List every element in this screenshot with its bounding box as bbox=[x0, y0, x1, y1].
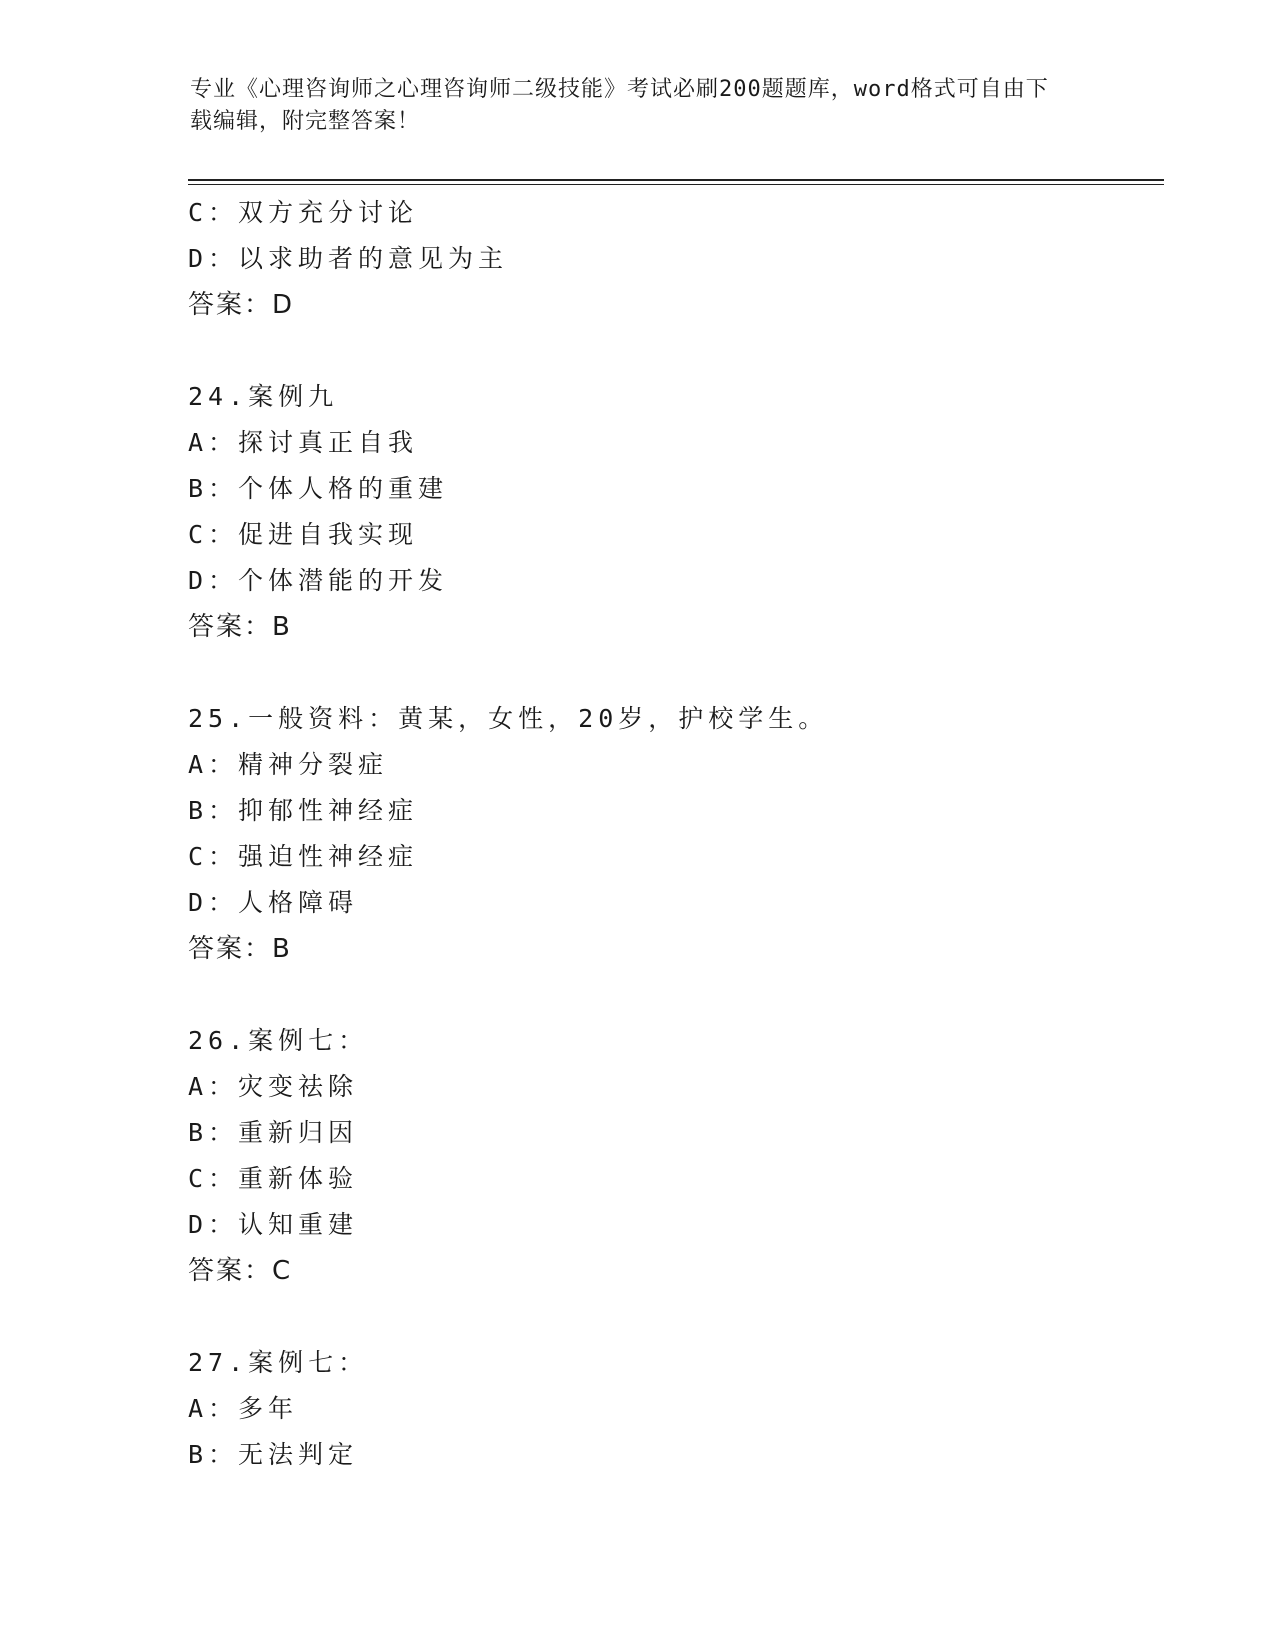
document-body bbox=[188, 190, 1148, 1478]
question-title: 24.案例九 bbox=[188, 382, 339, 411]
answer-line: 答案：C bbox=[188, 1256, 293, 1286]
spacer bbox=[188, 972, 1148, 1018]
option-c: C：促进自我实现 bbox=[188, 520, 419, 549]
option-b: B：个体人格的重建 bbox=[188, 474, 449, 503]
answer-line: 答案：B bbox=[188, 934, 292, 964]
option-a: A：多年 bbox=[188, 1394, 299, 1423]
spacer bbox=[188, 1294, 1148, 1340]
option-c: C：双方充分讨论 bbox=[188, 198, 419, 227]
header-divider bbox=[188, 179, 1164, 185]
option-c: C：重新体验 bbox=[188, 1164, 359, 1193]
option-d: D：个体潜能的开发 bbox=[188, 566, 449, 595]
option-b: B：重新归因 bbox=[188, 1118, 359, 1147]
document-header: 专业《心理咨询师之心理咨询师二级技能》考试必刷200题题库，word格式可自由下载编辑，附完整答案！ bbox=[190, 77, 1049, 134]
option-d: D：认知重建 bbox=[188, 1210, 359, 1239]
question-title: 27.案例七： bbox=[188, 1348, 369, 1377]
option-c: C：强迫性神经症 bbox=[188, 842, 419, 871]
option-d: D：以求助者的意见为主 bbox=[188, 244, 509, 273]
question-title: 26.案例七： bbox=[188, 1026, 369, 1055]
option-b: B：抑郁性神经症 bbox=[188, 796, 419, 825]
option-b: B：无法判定 bbox=[188, 1440, 359, 1469]
option-d: D：人格障碍 bbox=[188, 888, 359, 917]
question-title: 25.一般资料：黄某，女性，20岁，护校学生。 bbox=[188, 704, 829, 733]
spacer bbox=[188, 650, 1148, 696]
option-a: A：灾变祛除 bbox=[188, 1072, 359, 1101]
option-a: A：探讨真正自我 bbox=[188, 428, 419, 457]
answer-line: 答案：D bbox=[188, 290, 295, 320]
answer-line: 答案：B bbox=[188, 612, 292, 642]
spacer bbox=[188, 328, 1148, 374]
option-a: A：精神分裂症 bbox=[188, 750, 389, 779]
